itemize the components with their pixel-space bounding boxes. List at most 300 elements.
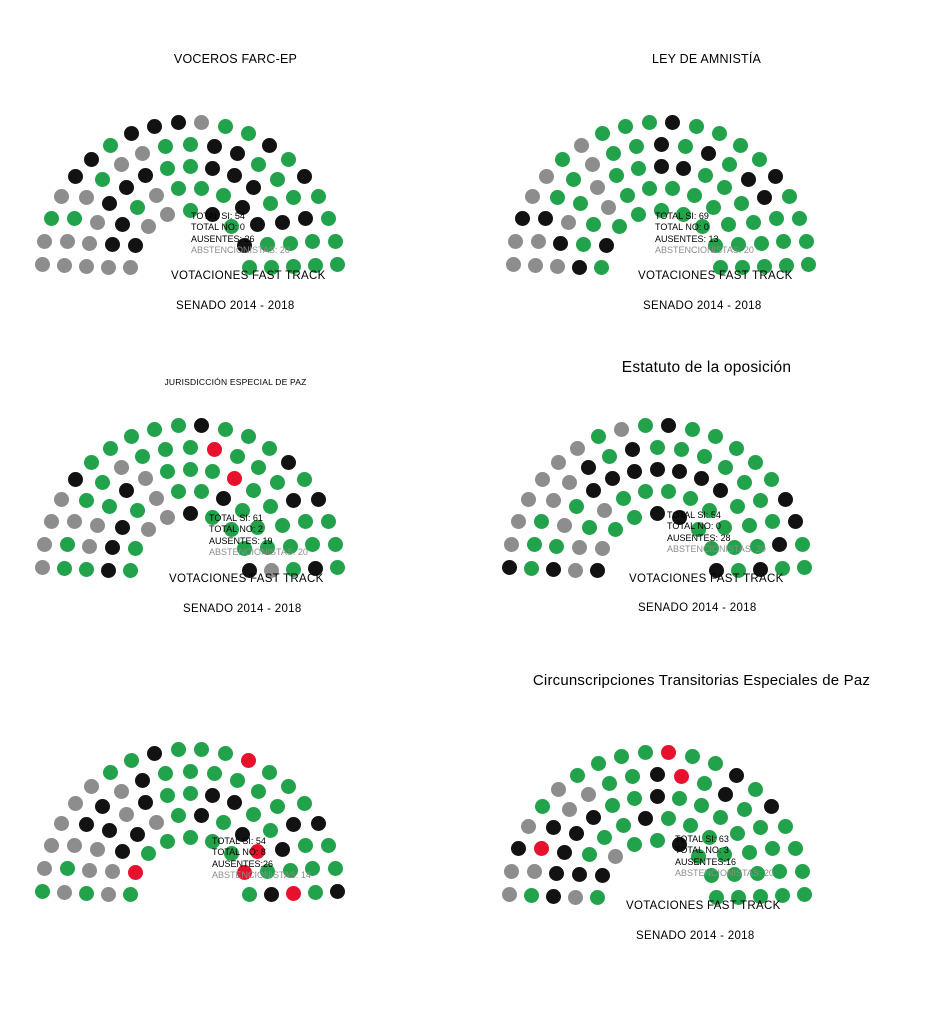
seat-dot <box>765 514 780 529</box>
seat-dot <box>683 491 698 506</box>
seat-dot <box>128 541 143 556</box>
seat-dot <box>138 168 153 183</box>
seat-dot <box>35 884 50 899</box>
seat-dot <box>194 181 209 196</box>
seat-dot <box>772 537 787 552</box>
seat-dot <box>270 799 285 814</box>
seat-dot <box>576 237 591 252</box>
seat-dot <box>515 211 530 226</box>
seat-dot <box>119 483 134 498</box>
seat-dot <box>67 838 82 853</box>
legend-si: TOTAL SI: 54 <box>191 211 245 221</box>
seat-dot <box>608 522 623 537</box>
seat-dot <box>79 259 94 274</box>
panel-footer-line1: VOTACIONES FAST TRACK <box>638 270 793 282</box>
seat-dot <box>650 789 665 804</box>
seat-dot <box>67 211 82 226</box>
seat-dot <box>102 196 117 211</box>
seat-dot <box>595 541 610 556</box>
seat-dot <box>757 190 772 205</box>
seat-dot <box>590 563 605 578</box>
seat-dot <box>44 838 59 853</box>
seat-dot <box>586 810 601 825</box>
seat-dot <box>616 818 631 833</box>
seat-dot <box>549 866 564 881</box>
seat-dot <box>524 888 539 903</box>
seat-dot <box>590 890 605 905</box>
seat-dot <box>654 137 669 152</box>
seat-dot <box>534 841 549 856</box>
seat-dot <box>160 834 175 849</box>
legend <box>212 836 311 881</box>
seat-dot <box>661 745 676 760</box>
legend-no: TOTAL NO: 0 <box>191 222 245 233</box>
seat-dot <box>311 816 326 831</box>
seat-dot <box>330 257 345 272</box>
legend-no: TOTAL NO: 0 <box>655 222 709 233</box>
seat-dot <box>582 520 597 535</box>
seat-dot <box>141 522 156 537</box>
seat-dot <box>585 157 600 172</box>
seat-dot <box>718 460 733 475</box>
seat-dot <box>246 807 261 822</box>
seat-dot <box>569 499 584 514</box>
seat-dot <box>123 887 138 902</box>
seat-dot <box>158 766 173 781</box>
panel-voceros-farc-ep <box>0 0 471 341</box>
seat-dot <box>251 460 266 475</box>
seat-dot <box>601 200 616 215</box>
legend <box>675 834 774 879</box>
seat-dot <box>689 119 704 134</box>
legend-ausentes: AUSENTES:16 <box>675 856 737 867</box>
seat-dot <box>328 537 343 552</box>
seat-dot <box>614 422 629 437</box>
seat-dot <box>553 236 568 251</box>
seat-dot <box>606 146 621 161</box>
seat-dot <box>183 764 198 779</box>
seat-dot <box>561 215 576 230</box>
seat-dot <box>504 537 519 552</box>
legend-si: TOTAL SI: 63 <box>675 834 729 844</box>
seat-dot <box>160 510 175 525</box>
seat-dot <box>79 493 94 508</box>
seat-dot <box>194 115 209 130</box>
seat-dot <box>124 126 139 141</box>
seat-dot <box>194 484 209 499</box>
seat-dot <box>581 787 596 802</box>
seat-dot <box>597 830 612 845</box>
seat-dot <box>138 795 153 810</box>
seat-dot <box>103 765 118 780</box>
legend-ausentes: AUSENTES:26 <box>212 858 274 869</box>
seat-dot <box>546 493 561 508</box>
seat-dot <box>650 506 665 521</box>
seat-dot <box>105 237 120 252</box>
seat-dot <box>321 838 336 853</box>
seat-dot <box>605 798 620 813</box>
seat-dot <box>101 887 116 902</box>
seat-dot <box>778 492 793 507</box>
seat-dot <box>330 560 345 575</box>
seat-dot <box>631 161 646 176</box>
seat-dot <box>147 119 162 134</box>
seat-dot <box>625 442 640 457</box>
seat-dot <box>230 146 245 161</box>
seat-dot <box>642 115 657 130</box>
seat-dot <box>661 811 676 826</box>
legend-no: TOTAL NO: 2 <box>209 524 263 535</box>
seat-dot <box>708 756 723 771</box>
seat-dot <box>525 189 540 204</box>
seat-dot <box>748 455 763 470</box>
seat-dot <box>79 886 94 901</box>
seat-dot <box>35 257 50 272</box>
seat-dot <box>608 849 623 864</box>
seat-dot <box>183 830 198 845</box>
seat-dot <box>102 823 117 838</box>
seat-dot <box>114 157 129 172</box>
seat-dot <box>764 472 779 487</box>
seat-dot <box>128 865 143 880</box>
seat-dot <box>713 483 728 498</box>
seat-dot <box>79 190 94 205</box>
seat-dot <box>573 196 588 211</box>
seat-dot <box>795 864 810 879</box>
seat-dot <box>782 189 797 204</box>
seat-dot <box>627 510 642 525</box>
seat-dot <box>535 472 550 487</box>
seat-dot <box>115 520 130 535</box>
seat-dot <box>57 885 72 900</box>
seat-dot <box>582 847 597 862</box>
seat-dot <box>67 514 82 529</box>
seat-dot <box>555 152 570 167</box>
seat-dot <box>286 493 301 508</box>
seat-dot <box>650 833 665 848</box>
seat-dot <box>105 540 120 555</box>
seat-dot <box>246 180 261 195</box>
legend <box>191 211 290 256</box>
seat-dot <box>569 826 584 841</box>
seat-dot <box>650 767 665 782</box>
seat-dot <box>105 864 120 879</box>
seat-dot <box>550 259 565 274</box>
seat-dot <box>570 768 585 783</box>
seat-dot <box>631 207 646 222</box>
seat-dot <box>119 180 134 195</box>
seat-dot <box>147 422 162 437</box>
seat-dot <box>797 887 812 902</box>
panel-footer-line1: VOTACIONES FAST TRACK <box>629 573 784 585</box>
seat-dot <box>119 807 134 822</box>
seat-dot <box>748 782 763 797</box>
seat-dot <box>90 842 105 857</box>
seat-dot <box>183 506 198 521</box>
seat-dot <box>241 429 256 444</box>
seat-dot <box>795 537 810 552</box>
seat-dot <box>769 211 784 226</box>
seat-dot <box>772 864 787 879</box>
seat-dot <box>594 260 609 275</box>
seat-dot <box>37 537 52 552</box>
legend-si: TOTAL SI: 54 <box>667 510 721 520</box>
seat-dot <box>183 462 198 477</box>
seat-dot <box>84 455 99 470</box>
seat-dot <box>160 207 175 222</box>
seat-dot <box>82 236 97 251</box>
seat-dot <box>538 211 553 226</box>
seat-dot <box>207 442 222 457</box>
legend-si: TOTAL SI: 69 <box>655 211 709 221</box>
seat-dot <box>685 422 700 437</box>
seat-dot <box>665 181 680 196</box>
seat-dot <box>60 234 75 249</box>
seat-dot <box>570 441 585 456</box>
seat-dot <box>160 161 175 176</box>
seat-dot <box>60 861 75 876</box>
panel-title: VOCEROS FARC-EP <box>173 52 298 66</box>
seat-dot <box>549 539 564 554</box>
seat-dot <box>685 749 700 764</box>
seat-dot <box>251 157 266 172</box>
seat-dot <box>534 514 549 529</box>
seat-dot <box>141 219 156 234</box>
seat-dot <box>602 449 617 464</box>
seat-dot <box>205 161 220 176</box>
seat-dot <box>508 234 523 249</box>
seat-dot <box>57 258 72 273</box>
panel-footer-line1: VOTACIONES FAST TRACK <box>626 900 781 912</box>
seat-dot <box>241 126 256 141</box>
seat-dot <box>123 260 138 275</box>
seat-dot <box>171 418 186 433</box>
seat-dot <box>102 499 117 514</box>
seat-dot <box>687 188 702 203</box>
hemicycle-diagram <box>0 341 471 682</box>
seat-dot <box>328 234 343 249</box>
seat-dot <box>504 864 519 879</box>
seat-dot <box>737 802 752 817</box>
seat-dot <box>194 418 209 433</box>
seat-dot <box>158 442 173 457</box>
seat-dot <box>82 863 97 878</box>
seat-dot <box>114 784 129 799</box>
seat-dot <box>591 429 606 444</box>
seat-dot <box>262 138 277 153</box>
panel-title: Circunscripciones Transitorias Especiales de Paz <box>532 672 871 689</box>
seat-dot <box>627 791 642 806</box>
seat-dot <box>171 115 186 130</box>
legend-abstencionistas: ABSTENCIONISTAS: 20 <box>191 244 290 255</box>
seat-dot <box>218 422 233 437</box>
seat-dot <box>216 491 231 506</box>
seat-dot <box>697 449 712 464</box>
seat-dot <box>650 440 665 455</box>
panel-cinco <box>0 682 471 1023</box>
seat-dot <box>218 746 233 761</box>
seat-dot <box>557 518 572 533</box>
panel-footer-line1: VOTACIONES FAST TRACK <box>169 573 324 585</box>
seat-dot <box>713 810 728 825</box>
seat-dot <box>286 190 301 205</box>
seat-dot <box>586 483 601 498</box>
seat-dot <box>68 169 83 184</box>
seat-dot <box>737 475 752 490</box>
seat-dot <box>305 234 320 249</box>
seat-dot <box>263 196 278 211</box>
seat-dot <box>595 868 610 883</box>
seat-dot <box>171 181 186 196</box>
seat-dot <box>768 169 783 184</box>
seat-dot <box>281 779 296 794</box>
seat-dot <box>101 563 116 578</box>
seat-dot <box>84 779 99 794</box>
legend <box>209 513 308 558</box>
seat-dot <box>502 560 517 575</box>
panel-footer-line2: SENADO 2014 - 2018 <box>638 602 757 614</box>
seat-dot <box>321 211 336 226</box>
seat-dot <box>230 449 245 464</box>
seat-dot <box>37 234 52 249</box>
seat-dot <box>678 139 693 154</box>
seat-dot <box>741 172 756 187</box>
seat-dot <box>95 475 110 490</box>
seat-dot <box>160 788 175 803</box>
seat-dot <box>625 769 640 784</box>
seat-dot <box>44 514 59 529</box>
seat-dot <box>609 168 624 183</box>
panel-footer-line2: SENADO 2014 - 2018 <box>183 603 302 615</box>
seat-dot <box>521 819 536 834</box>
seat-dot <box>90 518 105 533</box>
seat-dot <box>788 841 803 856</box>
legend-si: TOTAL SI: 61 <box>209 513 263 523</box>
seat-dot <box>618 119 633 134</box>
seat-dot <box>778 819 793 834</box>
seat-dot <box>550 190 565 205</box>
seat-dot <box>586 217 601 232</box>
legend-ausentes: AUSENTES: 13 <box>655 233 719 244</box>
legend <box>655 211 754 256</box>
seat-dot <box>717 180 732 195</box>
panel-footer-line1: VOTACIONES FAST TRACK <box>171 270 326 282</box>
legend-abstencionistas: ABSTENCIONISTAS: 14 <box>212 869 311 880</box>
seat-dot <box>616 491 631 506</box>
seat-dot <box>216 188 231 203</box>
seat-dot <box>308 885 323 900</box>
seat-dot <box>572 260 587 275</box>
seat-dot <box>82 539 97 554</box>
seat-dot <box>103 138 118 153</box>
seat-dot <box>227 795 242 810</box>
panel-ley-de-amnistia <box>471 0 942 341</box>
seat-dot <box>527 537 542 552</box>
seat-dot <box>149 491 164 506</box>
seat-dot <box>158 139 173 154</box>
seat-dot <box>263 499 278 514</box>
seat-dot <box>557 845 572 860</box>
seat-dot <box>242 887 257 902</box>
seat-dot <box>638 484 653 499</box>
seat-dot <box>54 492 69 507</box>
seat-dot <box>661 418 676 433</box>
seat-dot <box>115 217 130 232</box>
seat-dot <box>128 238 143 253</box>
seat-dot <box>95 799 110 814</box>
panel-footer-line2: SENADO 2014 - 2018 <box>636 930 755 942</box>
seat-dot <box>701 146 716 161</box>
seat-dot <box>697 776 712 791</box>
seat-dot <box>627 837 642 852</box>
seat-dot <box>297 169 312 184</box>
seat-dot <box>183 159 198 174</box>
seat-dot <box>130 200 145 215</box>
seat-dot <box>572 867 587 882</box>
seat-dot <box>286 886 301 901</box>
seat-dot <box>57 561 72 576</box>
seat-dot <box>251 784 266 799</box>
seat-dot <box>147 746 162 761</box>
legend-no: TOTAL NO: 3 <box>675 845 729 856</box>
seat-dot <box>729 441 744 456</box>
seat-dot <box>672 791 687 806</box>
seat-dot <box>171 484 186 499</box>
seat-dot <box>101 260 116 275</box>
seat-dot <box>262 765 277 780</box>
seat-dot <box>270 475 285 490</box>
legend-abstencionistas: ABSTENCIONISTAS: 20 <box>675 867 774 878</box>
seat-dot <box>629 139 644 154</box>
panel-circunscripciones-transitorias-especiales-de-paz <box>471 672 942 1023</box>
legend-ausentes: AUSENTES: 26 <box>191 233 255 244</box>
seat-dot <box>528 258 543 273</box>
seat-dot <box>502 887 517 902</box>
seat-dot <box>79 817 94 832</box>
seat-dot <box>672 464 687 479</box>
panel-footer-line2: SENADO 2014 - 2018 <box>176 300 295 312</box>
seat-dot <box>792 211 807 226</box>
seat-dot <box>551 782 566 797</box>
seat-dot <box>54 189 69 204</box>
seat-dot <box>591 756 606 771</box>
seat-dot <box>298 211 313 226</box>
legend-abstencionistas: ABSTENCIONISTAS: 20 <box>667 543 766 554</box>
seat-dot <box>218 119 233 134</box>
seat-dot <box>264 887 279 902</box>
seat-dot <box>654 159 669 174</box>
seat-dot <box>650 462 665 477</box>
seat-dot <box>297 472 312 487</box>
legend <box>667 510 766 555</box>
legend-no: TOTAL NO: 0 <box>667 521 721 532</box>
seat-dot <box>124 753 139 768</box>
seat-dot <box>674 769 689 784</box>
seat-dot <box>183 786 198 801</box>
panel-title: LEY DE AMNISTÍA <box>651 52 762 66</box>
seat-dot <box>574 138 589 153</box>
seat-dot <box>568 563 583 578</box>
seat-dot <box>539 169 554 184</box>
seat-dot <box>562 475 577 490</box>
seat-dot <box>205 788 220 803</box>
seat-dot <box>764 799 779 814</box>
seat-dot <box>90 215 105 230</box>
seat-dot <box>135 773 150 788</box>
seat-dot <box>171 742 186 757</box>
seat-dot <box>68 796 83 811</box>
seat-dot <box>754 236 769 251</box>
